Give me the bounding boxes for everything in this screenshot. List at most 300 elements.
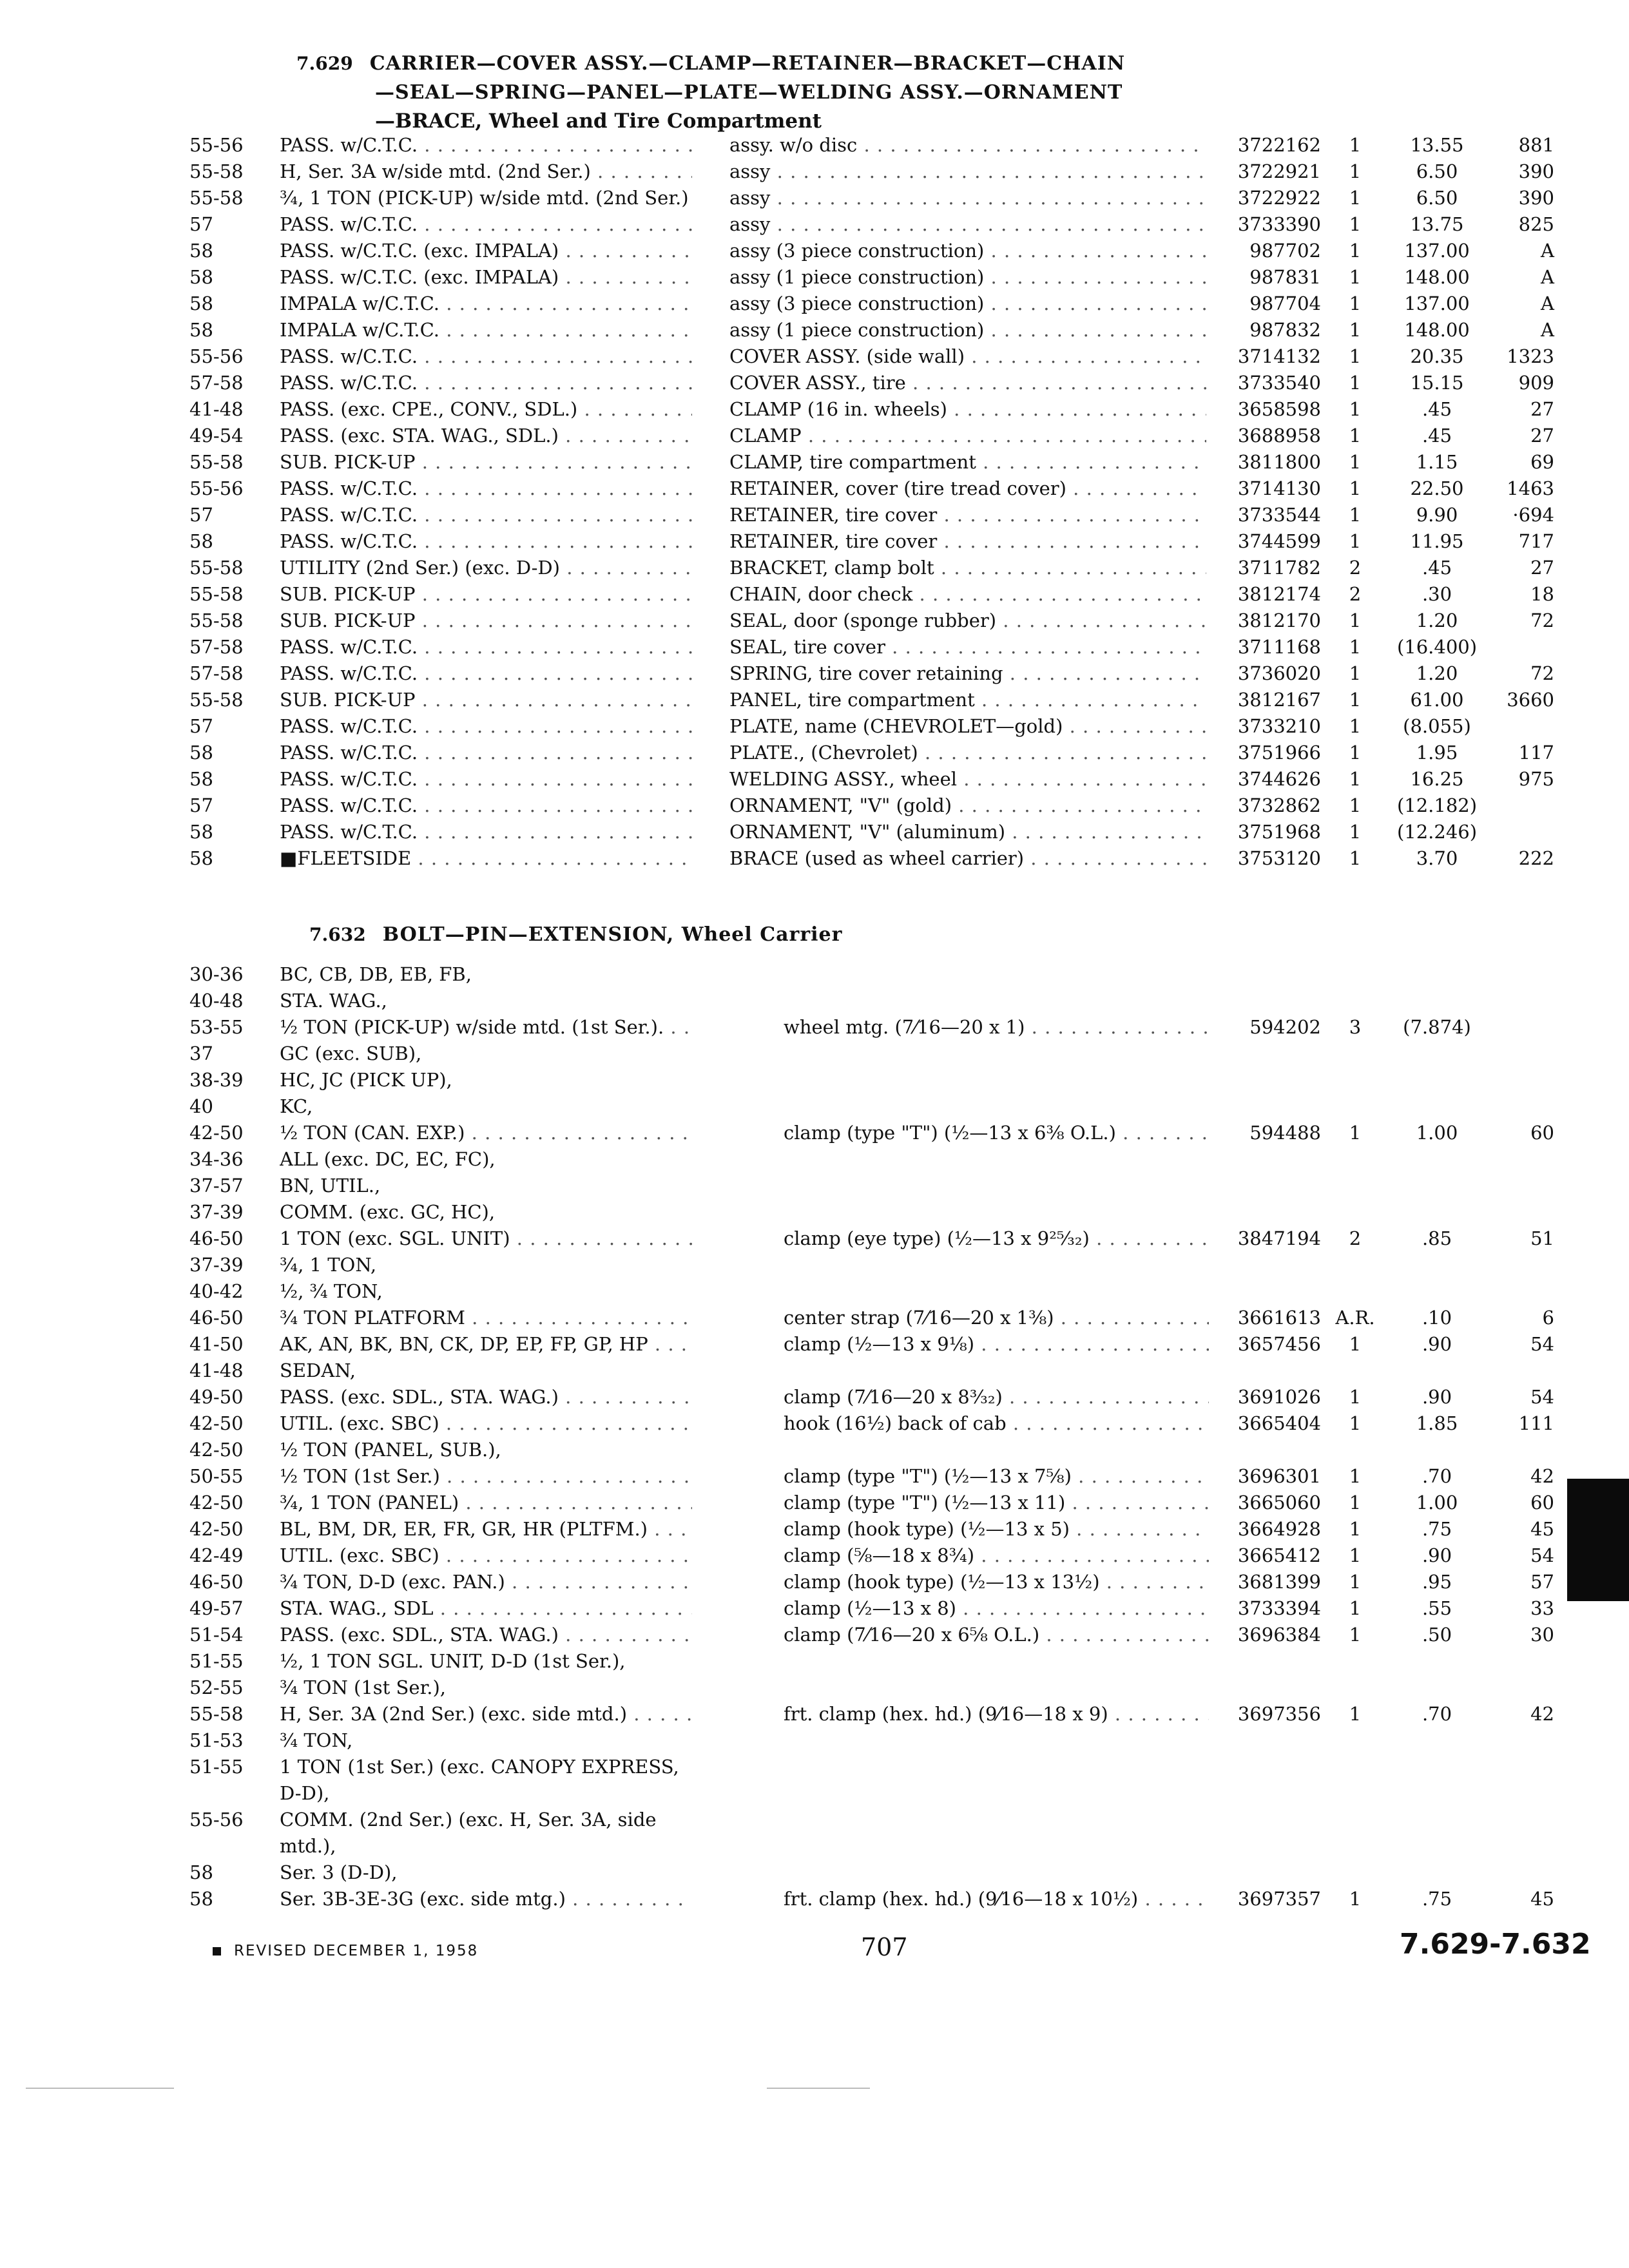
model-applicability: PASS. w/C.T.C. . . . [280, 634, 692, 660]
model-applicability: SUB. PICK-UP . . . [280, 687, 692, 713]
table-row [0, 1569, 1629, 1595]
table-row [0, 1437, 1629, 1463]
quantity: 1 [1349, 187, 1362, 209]
part-number: 3658598 [1237, 398, 1321, 420]
list-price: (12.246) [1396, 821, 1478, 843]
model-applicability: PASS. w/C.T.C. . . . [280, 766, 692, 792]
part-number: 594488 [1249, 1122, 1321, 1144]
section-7629-heading [296, 50, 1125, 137]
quantity: 1 [1349, 1624, 1362, 1646]
list-price: (7.874) [1403, 1016, 1471, 1038]
model-year: 58 [189, 530, 213, 552]
quantity: 1 [1349, 266, 1362, 288]
part-description: PLATE, name (CHEVROLET—gold) . . . [729, 713, 1206, 739]
model-year: 49-54 [189, 425, 244, 447]
price-code: A [1541, 319, 1554, 341]
price-code: 72 [1530, 662, 1554, 684]
table-row [0, 608, 1629, 633]
scan-artifact [26, 2088, 174, 2089]
quantity: 1 [1349, 821, 1362, 843]
model-year: 58 [189, 821, 213, 843]
model-year: 55-58 [189, 187, 244, 209]
model-year: 50-55 [189, 1465, 244, 1487]
quantity: 1 [1349, 293, 1362, 314]
model-applicability: Ser. 3 (D-D), [280, 1861, 398, 1883]
quantity: 1 [1349, 477, 1362, 499]
part-number: 3665404 [1237, 1412, 1321, 1434]
price-code: 117 [1518, 742, 1554, 764]
part-description: CLAMP . . . [729, 423, 1206, 448]
part-description: assy (3 piece construction) . . . [729, 291, 1206, 316]
part-number: 3733210 [1237, 715, 1321, 737]
part-description: clamp (7⁄16—20 x 8³⁄₃₂) . . . [784, 1384, 1209, 1410]
price-code: 111 [1518, 1412, 1554, 1434]
table-row [0, 1331, 1629, 1357]
model-applicability: ¾ TON, [280, 1729, 353, 1751]
list-price: .85 [1422, 1227, 1452, 1249]
model-year: 57 [189, 213, 213, 235]
model-applicability: COMM. (2nd Ser.) (exc. H, Ser. 3A, side [280, 1809, 657, 1831]
section-7632-number: 7.632 [309, 924, 366, 945]
price-code: 33 [1530, 1597, 1554, 1619]
quantity: 1 [1349, 1888, 1362, 1910]
table-row [0, 1727, 1629, 1753]
part-description: CHAIN, door check . . . [729, 581, 1206, 607]
table-row [0, 1252, 1629, 1278]
table-row [0, 819, 1629, 845]
model-applicability: PASS. w/C.T.C. . . . [280, 528, 692, 554]
part-number: 3665060 [1237, 1492, 1321, 1514]
table-row [0, 1701, 1629, 1727]
model-applicability: ½ TON (PICK-UP) w/side mtd. (1st Ser.). . . . [280, 1014, 692, 1040]
quantity: 1 [1349, 372, 1362, 394]
part-number: 987702 [1249, 240, 1321, 262]
price-code: A [1541, 293, 1554, 314]
part-description: RETAINER, cover (tire tread cover) . . . [729, 476, 1206, 501]
part-description: hook (16½) back of cab . . . [784, 1410, 1209, 1436]
model-year: 55-56 [189, 134, 244, 156]
model-applicability: PASS. w/C.T.C. . . . [280, 502, 692, 528]
model-applicability: H, Ser. 3A (2nd Ser.) (exc. side mtd.) . . . [280, 1701, 692, 1727]
table-row [0, 1014, 1629, 1040]
price-code: 60 [1530, 1492, 1554, 1514]
part-description: clamp (type "T") (½—13 x 6⅜ O.L.) . . . [784, 1120, 1209, 1146]
part-description: assy (1 piece construction) . . . [729, 264, 1206, 290]
section-7632-heading [309, 921, 842, 950]
section-7629-number: 7.629 [296, 53, 353, 74]
list-price: .90 [1422, 1544, 1452, 1566]
model-applicability: KC, [280, 1095, 313, 1117]
table-row [0, 687, 1629, 713]
table-row [0, 317, 1629, 343]
table-row [0, 1754, 1629, 1780]
model-year: 34-36 [189, 1148, 244, 1170]
quantity: 1 [1349, 240, 1362, 262]
model-year: 58 [189, 768, 213, 790]
model-applicability: PASS. w/C.T.C. . . . [280, 793, 692, 818]
model-year: 41-50 [189, 1333, 244, 1355]
part-description: assy . . . [729, 185, 1206, 211]
part-description: clamp (⅝—18 x 8¾) . . . [784, 1542, 1209, 1568]
price-code: 27 [1530, 425, 1554, 447]
list-price: 1.20 [1416, 662, 1458, 684]
part-number: 3812174 [1237, 583, 1321, 605]
list-price: 1.15 [1416, 451, 1458, 473]
quantity: 1 [1349, 160, 1362, 182]
model-applicability: SUB. PICK-UP . . . [280, 449, 692, 475]
model-applicability: PASS. w/C.T.C. (exc. IMPALA) . . . [280, 264, 692, 290]
model-applicability: H, Ser. 3A w/side mtd. (2nd Ser.) . . . [280, 159, 692, 184]
model-year: 42-50 [189, 1412, 244, 1434]
table-row [0, 1648, 1629, 1674]
list-price: .70 [1422, 1465, 1452, 1487]
part-description: COVER ASSY. (side wall) . . . [729, 343, 1206, 369]
model-year: 58 [189, 1861, 213, 1883]
model-year: 58 [189, 266, 213, 288]
model-applicability: SUB. PICK-UP . . . [280, 608, 692, 633]
model-year: 49-57 [189, 1597, 244, 1619]
part-description: clamp (hook type) (½—13 x 13½) . . . [784, 1569, 1209, 1595]
part-description: BRACKET, clamp bolt . . . [729, 555, 1206, 581]
model-year: 51-55 [189, 1756, 244, 1778]
table-row [0, 132, 1629, 158]
model-applicability: PASS. w/C.T.C. . . . [280, 211, 692, 237]
model-applicability: BL, BM, DR, ER, FR, GR, HR (PLTFM.) . . . [280, 1516, 692, 1542]
part-number: 987832 [1249, 319, 1321, 341]
model-year: 58 [189, 319, 213, 341]
table-row [0, 185, 1629, 211]
table-row [0, 660, 1629, 686]
quantity: 1 [1349, 213, 1362, 235]
list-price: .70 [1422, 1703, 1452, 1725]
list-price: 1.00 [1416, 1492, 1458, 1514]
price-code: 45 [1530, 1888, 1554, 1910]
part-number: 3665412 [1237, 1544, 1321, 1566]
table-row [0, 1120, 1629, 1146]
list-price: 137.00 [1404, 293, 1470, 314]
price-code: 69 [1530, 451, 1554, 473]
thumb-index-tab [1567, 1479, 1629, 1601]
model-applicability: PASS. (exc. CPE., CONV., SDL.) . . . [280, 396, 692, 422]
price-code: 1323 [1507, 345, 1554, 367]
price-code: 717 [1518, 530, 1554, 552]
part-description: center strap (7⁄16—20 x 1⅜) . . . [784, 1305, 1209, 1331]
part-number: 3744626 [1237, 768, 1321, 790]
part-number: 3722162 [1237, 134, 1321, 156]
part-number: 3847194 [1237, 1227, 1321, 1249]
model-year: 46-50 [189, 1307, 244, 1329]
model-year: 41-48 [189, 398, 244, 420]
quantity: 3 [1349, 1016, 1362, 1038]
part-number: 3733390 [1237, 213, 1321, 235]
model-applicability: IMPALA w/C.T.C. . . . [280, 291, 692, 316]
price-code: 1463 [1507, 477, 1554, 499]
part-description: SEAL, door (sponge rubber) . . . [729, 608, 1206, 633]
part-description: PANEL, tire compartment . . . [729, 687, 1206, 713]
part-number: 987704 [1249, 293, 1321, 314]
quantity: 1 [1349, 1386, 1362, 1408]
model-year: 40-42 [189, 1280, 244, 1302]
part-number: 3696384 [1237, 1624, 1321, 1646]
price-code: 390 [1518, 187, 1554, 209]
list-price: .10 [1422, 1307, 1452, 1329]
price-code: 60 [1530, 1122, 1554, 1144]
revision-note [213, 1943, 478, 1959]
list-price: .45 [1422, 425, 1452, 447]
model-year: 46-50 [189, 1227, 244, 1249]
part-description: assy (3 piece construction) . . . [729, 238, 1206, 264]
table-row [0, 238, 1629, 264]
model-year: 42-50 [189, 1492, 244, 1514]
part-number: 3696301 [1237, 1465, 1321, 1487]
part-number: 3753120 [1237, 847, 1321, 869]
model-applicability: 1 TON (1st Ser.) (exc. CANOPY EXPRESS, [280, 1756, 679, 1778]
model-year: 51-55 [189, 1650, 244, 1672]
model-applicability: PASS. w/C.T.C. . . . [280, 819, 692, 845]
part-number: 3697357 [1237, 1888, 1321, 1910]
list-price: 1.20 [1416, 610, 1458, 631]
model-applicability: PASS. (exc. SDL., STA. WAG.) . . . [280, 1622, 692, 1648]
part-description: frt. clamp (hex. hd.) (9⁄16—18 x 9) . . . [784, 1701, 1209, 1727]
quantity: 2 [1349, 583, 1362, 605]
part-description: SEAL, tire cover . . . [729, 634, 1206, 660]
list-price: 11.95 [1410, 530, 1464, 552]
part-description: clamp (½—13 x 8) . . . [784, 1595, 1209, 1621]
part-number: 987831 [1249, 266, 1321, 288]
model-applicability: SEDAN, [280, 1360, 356, 1381]
model-applicability: STA. WAG., [280, 990, 387, 1012]
table-row [0, 1041, 1629, 1066]
table-row [0, 449, 1629, 475]
part-description: clamp (7⁄16—20 x 6⅝ O.L.) . . . [784, 1622, 1209, 1648]
table-row [0, 555, 1629, 581]
table-row [0, 1542, 1629, 1568]
price-code: 18 [1530, 583, 1554, 605]
table-row [0, 396, 1629, 422]
model-applicability: ¾, 1 TON, [280, 1254, 377, 1276]
price-code: 909 [1518, 372, 1554, 394]
part-description: RETAINER, tire cover . . . [729, 502, 1206, 528]
table-row [0, 528, 1629, 554]
model-year: 46-50 [189, 1571, 244, 1593]
model-year: 51-53 [189, 1729, 244, 1751]
table-row [0, 961, 1629, 987]
model-applicability: ½ TON (PANEL, SUB.), [280, 1439, 501, 1461]
price-code: 57 [1530, 1571, 1554, 1593]
table-row [0, 1780, 1629, 1806]
price-code: 54 [1530, 1544, 1554, 1566]
model-applicability: 1 TON (exc. SGL. UNIT) . . . [280, 1225, 692, 1251]
table-row [0, 1358, 1629, 1383]
price-code: 30 [1530, 1624, 1554, 1646]
model-applicability: GC (exc. SUB), [280, 1043, 422, 1064]
model-year: 42-50 [189, 1122, 244, 1144]
list-price: 1.85 [1416, 1412, 1458, 1434]
quantity: 1 [1349, 504, 1362, 526]
part-number: 3711168 [1237, 636, 1321, 658]
quantity: 2 [1349, 1227, 1362, 1249]
model-applicability: UTIL. (exc. SBC) . . . [280, 1410, 692, 1436]
model-year: 57-58 [189, 372, 244, 394]
model-year: 55-58 [189, 583, 244, 605]
model-applicability: PASS. w/C.T.C. . . . [280, 713, 692, 739]
model-year: 57 [189, 504, 213, 526]
model-applicability: ■FLEETSIDE . . . [280, 845, 692, 871]
list-price: .30 [1422, 583, 1452, 605]
table-row [0, 1225, 1629, 1251]
model-year: 49-50 [189, 1386, 244, 1408]
part-description: PLATE., (Chevrolet) . . . [729, 740, 1206, 765]
list-price: 20.35 [1410, 345, 1464, 367]
price-code: 42 [1530, 1703, 1554, 1725]
model-applicability: BC, CB, DB, EB, FB, [280, 963, 472, 985]
part-number: 3664928 [1237, 1518, 1321, 1540]
table-row [0, 1199, 1629, 1225]
list-price: .55 [1422, 1597, 1452, 1619]
list-price: (16.400) [1396, 636, 1478, 658]
model-year: 42-50 [189, 1518, 244, 1540]
table-row [0, 793, 1629, 818]
model-applicability: ½, ¾ TON, [280, 1280, 383, 1302]
model-year: 58 [189, 293, 213, 314]
model-applicability: PASS. w/C.T.C. . . . [280, 660, 692, 686]
part-number: 3722922 [1237, 187, 1321, 209]
part-number: 3661613 [1237, 1307, 1321, 1329]
part-description: clamp (½—13 x 9⅛) . . . [784, 1331, 1209, 1357]
model-year: 55-58 [189, 689, 244, 711]
table-row [0, 1146, 1629, 1172]
table-row [0, 211, 1629, 237]
list-price: .50 [1422, 1624, 1452, 1646]
table-row [0, 713, 1629, 739]
part-description: BRACE (used as wheel carrier) . . . [729, 845, 1206, 871]
part-number: 3744599 [1237, 530, 1321, 552]
price-code: 825 [1518, 213, 1554, 235]
part-description: assy. w/o disc . . . [729, 132, 1206, 158]
part-number: 594202 [1249, 1016, 1321, 1038]
table-row [0, 159, 1629, 184]
table-row [0, 1093, 1629, 1119]
part-number: 3711782 [1237, 557, 1321, 579]
table-row [0, 343, 1629, 369]
model-year: 55-56 [189, 1809, 244, 1831]
quantity: 1 [1349, 530, 1362, 552]
quantity: A.R. [1335, 1307, 1375, 1329]
price-code: 6 [1542, 1307, 1554, 1329]
table-row [0, 581, 1629, 607]
table-row [0, 1410, 1629, 1436]
table-row [0, 1067, 1629, 1093]
price-code: 390 [1518, 160, 1554, 182]
model-year: 53-55 [189, 1016, 244, 1038]
list-price: 13.55 [1410, 134, 1464, 156]
part-description: assy . . . [729, 159, 1206, 184]
model-year: 40 [189, 1095, 213, 1117]
model-applicability: ¾, 1 TON (PICK-UP) w/side mtd. (2nd Ser.) . . . [280, 185, 692, 211]
part-description: COVER ASSY., tire . . . [729, 370, 1206, 396]
price-code: A [1541, 240, 1554, 262]
table-row [0, 423, 1629, 448]
model-applicability: Ser. 3B-3E-3G (exc. side mtg.) . . . [280, 1886, 692, 1912]
quantity: 1 [1349, 768, 1362, 790]
table-row [0, 1463, 1629, 1489]
quantity: 1 [1349, 1544, 1362, 1566]
quantity: 1 [1349, 319, 1362, 341]
list-price: 61.00 [1410, 689, 1464, 711]
model-year: 42-49 [189, 1544, 244, 1566]
list-price: 22.50 [1410, 477, 1464, 499]
revision-text: REVISED DECEMBER 1, 1958 [234, 1943, 479, 1959]
section-range: 7.629-7.632 [1400, 1928, 1591, 1961]
model-year: 57 [189, 715, 213, 737]
section-7629-title-line3: —BRACE, Wheel and Tire Compartment [375, 110, 822, 133]
model-year: 55-58 [189, 160, 244, 182]
model-applicability: PASS. (exc. STA. WAG., SDL.) . . . [280, 423, 692, 448]
part-description: wheel mtg. (7⁄16—20 x 1) . . . [784, 1014, 1209, 1040]
price-code: 881 [1518, 134, 1554, 156]
table-row [0, 1807, 1629, 1832]
model-applicability: D-D), [280, 1782, 330, 1804]
price-code: 54 [1530, 1386, 1554, 1408]
table-row [0, 502, 1629, 528]
table-row [0, 1490, 1629, 1515]
table-row [0, 1173, 1629, 1198]
section-7629-title-line2: —SEAL—SPRING—PANEL—PLATE—WELDING ASSY.—ORNAMENT [375, 81, 1123, 104]
model-year: 57-58 [189, 636, 244, 658]
part-description: clamp (type "T") (½—13 x 11) . . . [784, 1490, 1209, 1515]
model-applicability: PASS. w/C.T.C. . . . [280, 343, 692, 369]
model-applicability: COMM. (exc. GC, HC), [280, 1201, 496, 1223]
list-price: 6.50 [1416, 160, 1458, 182]
price-code: 54 [1530, 1333, 1554, 1355]
model-applicability: PASS. w/C.T.C. (exc. IMPALA) . . . [280, 238, 692, 264]
scan-artifact [767, 2088, 870, 2089]
model-applicability: ALL (exc. DC, EC, FC), [280, 1148, 496, 1170]
part-number: 3733394 [1237, 1597, 1321, 1619]
list-price: 15.15 [1410, 372, 1464, 394]
list-price: 9.90 [1416, 504, 1458, 526]
model-year: 58 [189, 742, 213, 764]
part-description: frt. clamp (hex. hd.) (9⁄16—18 x 10½) . . . [784, 1886, 1209, 1912]
quantity: 1 [1349, 847, 1362, 869]
model-applicability: SUB. PICK-UP . . . [280, 581, 692, 607]
model-year: 57-58 [189, 662, 244, 684]
part-description: clamp (hook type) (½—13 x 5) . . . [784, 1516, 1209, 1542]
part-number: 3688958 [1237, 425, 1321, 447]
model-year: 38-39 [189, 1069, 244, 1091]
part-number: 3697356 [1237, 1703, 1321, 1725]
quantity: 1 [1349, 636, 1362, 658]
table-row [0, 264, 1629, 290]
list-price: (8.055) [1403, 715, 1471, 737]
table-row [0, 291, 1629, 316]
list-price: 1.95 [1416, 742, 1458, 764]
part-number: 3751966 [1237, 742, 1321, 764]
table-row [0, 1675, 1629, 1700]
table-row [0, 766, 1629, 792]
page-number: 707 [861, 1933, 908, 1961]
part-description: SPRING, tire cover retaining . . . [729, 660, 1206, 686]
quantity: 1 [1349, 1571, 1362, 1593]
part-number: 3811800 [1237, 451, 1321, 473]
price-code: 42 [1530, 1465, 1554, 1487]
model-applicability: PASS. w/C.T.C. . . . [280, 132, 692, 158]
quantity: 1 [1349, 742, 1362, 764]
model-applicability: ½, 1 TON SGL. UNIT, D-D (1st Ser.), [280, 1650, 626, 1672]
model-year: 37-39 [189, 1201, 244, 1223]
part-number: 3733540 [1237, 372, 1321, 394]
part-description: RETAINER, tire cover . . . [729, 528, 1206, 554]
